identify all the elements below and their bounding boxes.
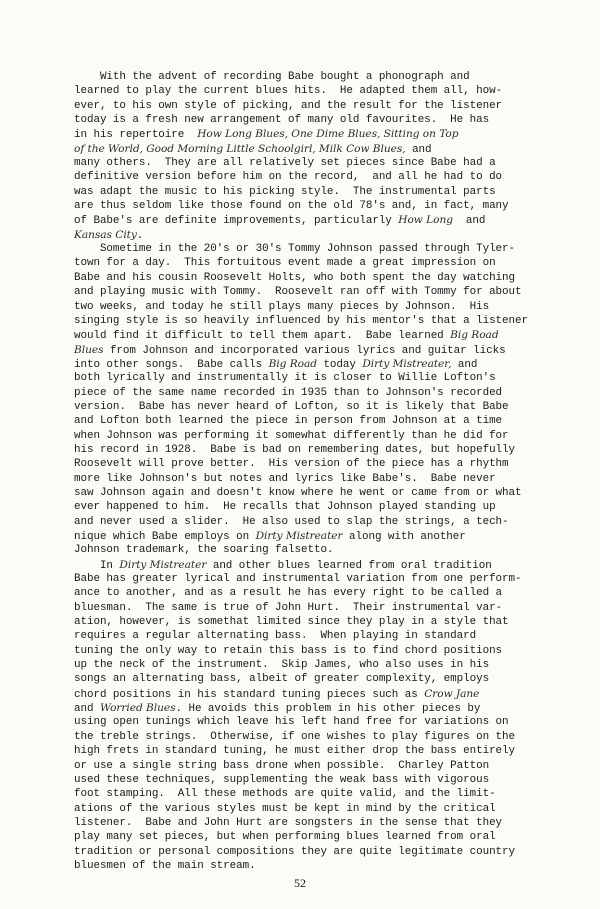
text-line <box>74 773 534 787</box>
body-text <box>74 70 534 873</box>
italic-title: of the World, Good Morning Little Schoolgirl, Milk Cow Blues, <box>74 142 406 155</box>
text-run: high frets in standard tuning, he must either drop the bass entirely <box>74 745 516 758</box>
text-line <box>74 142 534 156</box>
text-line <box>74 300 534 314</box>
italic-title: How Long <box>398 214 453 227</box>
text-line <box>74 242 534 256</box>
italic-title: Big Road <box>268 357 317 370</box>
text-run: ever happened to him. He recalls that Johnson played standing up <box>74 501 496 514</box>
text-run: Babe has greater lyrical and instrumental variation from one perform- <box>74 573 522 586</box>
text-run: used these techniques, supplementing the weak bass with vigorous <box>74 773 490 786</box>
text-run: and <box>405 143 432 156</box>
text-run: and <box>452 215 486 228</box>
text-line <box>74 859 534 873</box>
text-run: today is a fresh new arrangement of many old favourites. He has <box>74 114 490 127</box>
text-line <box>74 156 534 170</box>
text-line <box>74 558 534 572</box>
paragraph <box>74 242 534 558</box>
text-run: of Babe's are definite improvements, particularly <box>74 215 399 228</box>
text-run: his record in 1928. Babe is bad on remembering dates, but hopefully <box>74 443 516 456</box>
text-line <box>74 285 534 299</box>
text-run: town for a day. This fortuitous event made a great impression on <box>74 257 496 270</box>
text-line <box>74 601 534 615</box>
text-line <box>74 687 534 701</box>
text-run: bluesmen of the main stream. <box>74 859 256 872</box>
text-run: in his repertoire <box>74 129 198 142</box>
text-line <box>74 845 534 859</box>
text-run: . <box>136 229 144 242</box>
text-run: the treble strings. Otherwise, if one wishes to play figures on the <box>74 730 516 743</box>
paragraph <box>74 558 534 874</box>
italic-title: Dirty Mistreater <box>255 530 343 542</box>
text-line <box>74 386 534 400</box>
text-line <box>74 701 534 715</box>
text-line <box>74 113 534 127</box>
text-line <box>74 429 534 443</box>
text-run: and playing music with Tommy. Roosevelt ran off with Tommy for about <box>74 286 522 299</box>
text-run: . He avoids this problem in his other pieces by <box>175 703 481 716</box>
text-line <box>74 572 534 586</box>
text-run: foot stamping. All these methods are quite valid, and the limit- <box>74 788 496 801</box>
text-line <box>74 830 534 844</box>
text-run: version. Babe has never heard of Lofton, so it is likely that Babe <box>74 400 509 413</box>
text-line <box>74 486 534 500</box>
text-line <box>74 802 534 816</box>
text-line <box>74 759 534 773</box>
italic-title: How Long Blues, One Dime Blues, Sitting on Top <box>197 128 459 141</box>
italic-title: Kansas City <box>74 228 137 241</box>
page-number: 52 <box>294 876 306 890</box>
text-line <box>74 672 534 686</box>
text-run: from Johnson and incorporated various lyrics and guitar licks <box>103 344 506 357</box>
text-run: play many set pieces, but when performing blues learned from oral <box>74 831 496 844</box>
text-line <box>74 730 534 744</box>
italic-title: Dirty Mistreater, <box>362 357 452 370</box>
text-line <box>74 185 534 199</box>
text-line <box>74 256 534 270</box>
text-run: In <box>74 559 120 572</box>
text-run: or use a single string bass drone when possible. Charley Patton <box>74 759 490 772</box>
text-run: saw Johnson again and doesn't know where he went or came from or what <box>74 486 522 499</box>
text-line <box>74 414 534 428</box>
italic-title: Dirty Mistreater <box>119 558 207 571</box>
text-run: Sometime in the 20's or 30's Tommy Johnson passed through Tyler- <box>74 243 516 256</box>
text-run: Johnson trademark, the soaring falsetto. <box>74 544 334 557</box>
text-line <box>74 715 534 729</box>
text-line <box>74 586 534 600</box>
text-run: up the neck of the instrument. Skip James, who also uses in his <box>74 659 490 672</box>
text-run: requires a regular alternating bass. When playing in standard <box>74 630 477 643</box>
text-run: both lyrically and instrumentally it is closer to Willie Lofton's <box>74 372 496 385</box>
text-line <box>74 457 534 471</box>
text-run: learned to play the current blues hits. He adapted them all, how- <box>74 85 503 98</box>
text-run: using open tunings which leave his left hand free for variations on <box>74 716 509 729</box>
text-run: songs an alternating bass, albeit of greater complexity, employs <box>74 673 490 686</box>
text-line <box>74 644 534 658</box>
text-run: and never used a slider. He also used to slap the strings, a tech- <box>74 515 509 528</box>
text-line <box>74 228 534 242</box>
text-line <box>74 529 534 543</box>
text-line <box>74 127 534 141</box>
text-run: ations of the various styles must be kept in mind by the critical <box>74 802 496 815</box>
text-line <box>74 787 534 801</box>
text-line <box>74 199 534 213</box>
text-line <box>74 371 534 385</box>
text-run: Roosevelt will prove better. His version of the piece has a rhythm <box>74 458 509 471</box>
text-line <box>74 70 534 84</box>
text-run: along with another <box>342 531 466 543</box>
text-line <box>74 615 534 629</box>
paragraph <box>74 70 534 242</box>
text-run: definitive version before him on the record, and all he had to do <box>74 171 503 184</box>
text-run: tradition or personal compositions they are quite legitimate country <box>74 845 516 858</box>
text-run: piece of the same name recorded in 1935 than to Johnson's recorded <box>74 386 503 399</box>
italic-title: Blues <box>74 343 104 356</box>
text-run: today <box>316 358 363 371</box>
text-line <box>74 443 534 457</box>
text-run: singing style is so heavily influenced by his mentor's that a listener <box>74 314 528 327</box>
text-run: into other songs. Babe calls <box>74 358 269 371</box>
italic-title: Crow Jane <box>424 687 480 700</box>
text-run: and other blues learned from oral tradition <box>206 559 492 572</box>
text-run: tuning the only way to retain this bass is to find chord positions <box>74 644 503 657</box>
text-line <box>74 744 534 758</box>
text-run: was adapt the music to his picking style. The instrumental parts <box>74 185 496 198</box>
text-line <box>74 328 534 342</box>
text-run: Babe and his cousin Roosevelt Holts, who both spent the day watching <box>74 271 516 284</box>
text-run: would find it difficult to tell them apart. Babe learned <box>74 330 451 343</box>
text-run: two weeks, and today he still plays many pieces by Johnson. His <box>74 300 490 313</box>
text-run: With the advent of recording Babe bought a phonograph and <box>74 71 470 83</box>
text-run: and Lofton both learned the piece in person from Johnson at a time <box>74 415 503 428</box>
text-run: ance to another, and as a result he has every right to be called a <box>74 587 503 600</box>
text-run: many others. They are all relatively set pieces since Babe had a <box>74 157 496 170</box>
italic-title: Worried Blues <box>99 702 176 715</box>
text-run: when Johnson was performing it somewhat differently than he did for <box>74 429 509 442</box>
text-line <box>74 343 534 357</box>
text-run: ation, however, is somethat limited since they play in a style that <box>74 616 509 629</box>
italic-title: Big Road <box>450 329 499 342</box>
text-line <box>74 400 534 414</box>
text-run: are thus seldom like those found on the old 78's and, in fact, many <box>74 200 509 213</box>
text-run: and <box>74 703 100 716</box>
text-line <box>74 213 534 227</box>
text-line <box>74 271 534 285</box>
text-line <box>74 357 534 371</box>
text-line <box>74 472 534 486</box>
text-line <box>74 543 534 557</box>
text-line <box>74 314 534 328</box>
text-run: chord positions in his standard tuning pieces such as <box>74 688 425 701</box>
text-run: bluesman. The same is true of John Hurt. Their instrumental var- <box>74 601 503 614</box>
text-line <box>74 515 534 529</box>
text-line <box>74 84 534 98</box>
text-run: and <box>451 358 478 371</box>
text-run: listener. Babe and John Hurt are songsters in the sense that they <box>74 816 503 829</box>
text-line <box>74 629 534 643</box>
text-line <box>74 816 534 830</box>
text-line <box>74 99 534 113</box>
text-line <box>74 170 534 184</box>
text-run: ever, to his own style of picking, and the result for the listener <box>74 99 503 112</box>
text-run: nique which Babe employs on <box>74 531 256 543</box>
text-line <box>74 658 534 672</box>
text-run: more like Johnson's but notes and lyrics like Babe's. Babe never <box>74 472 496 485</box>
text-line <box>74 500 534 514</box>
